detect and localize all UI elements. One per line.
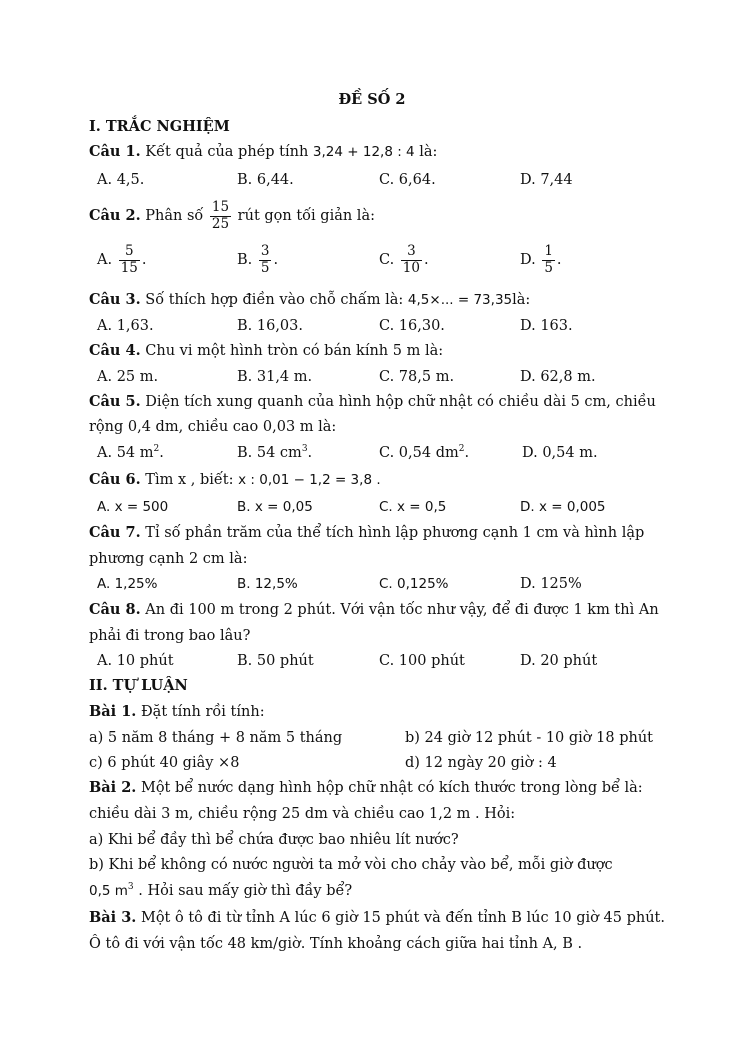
- fraction-numerator: 3: [260, 243, 270, 259]
- option-letter: B.: [237, 252, 253, 269]
- question-text: An đi 100 m trong 2 phút. Với vận tốc như vậy, để đi được 1 km thì An: [140, 602, 659, 618]
- question-text: Tìm x , biết:: [140, 472, 239, 488]
- question-label: Câu 7.: [89, 524, 141, 541]
- fraction-numerator: 15: [211, 199, 230, 215]
- option-text: A. 54 m: [97, 445, 154, 461]
- section-multiple-choice: I. TRẮC NGHIỆM: [89, 118, 230, 135]
- option-c: C. 100 phút: [379, 653, 465, 669]
- question-label: Câu 5.: [89, 393, 141, 410]
- question-2: [89, 200, 375, 232]
- math-expression: 4,5×... = 73,35: [407, 292, 513, 308]
- option-c: C. x = 0,5: [379, 499, 447, 515]
- question-text: Tỉ số phần trăm của thể tích hình lập phương cạnh 1 cm và hình lập: [140, 525, 645, 541]
- fraction-denominator: 15: [120, 259, 138, 276]
- question-text: là:: [414, 144, 438, 160]
- question-4: [89, 338, 443, 364]
- option-d: D. 7,44: [520, 172, 573, 188]
- question-5: [89, 389, 656, 415]
- math-expression: 0,5 m: [89, 883, 128, 899]
- option-b: B. 12,5%: [237, 576, 298, 592]
- fraction: [401, 244, 422, 276]
- question-8: [89, 597, 659, 623]
- option-d: D. 20 phút: [520, 653, 598, 669]
- question-8-continued: phải đi trong bao lâu?: [89, 628, 251, 644]
- question-3: [89, 287, 530, 313]
- option-d: D. $\frac{1}{5}$ .: [520, 243, 562, 276]
- option-b: B. x = 0,05: [237, 499, 313, 515]
- option-b: B. 16,03.: [237, 318, 303, 334]
- question-label: Câu 6.: [89, 471, 141, 488]
- question-text: là:: [512, 292, 531, 308]
- exercise-2: [89, 775, 643, 801]
- option-letter: A.: [97, 252, 113, 269]
- superscript: 3: [301, 444, 308, 455]
- question-7-continued: phương cạnh 2 cm là:: [89, 551, 248, 567]
- question-label: Câu 2.: [89, 207, 141, 225]
- superscript: 2: [153, 444, 160, 455]
- question-label: Câu 1.: [89, 143, 141, 160]
- fraction: [259, 244, 272, 276]
- exercise-label: Bài 1.: [89, 703, 137, 720]
- question-1: [89, 139, 437, 165]
- exercise-1-part-c: c) 6 phút 40 giây ×8: [89, 755, 240, 771]
- exercise-3-line-2: Ô tô đi với vận tốc 48 km/giờ. Tính khoảng cách giữa hai tỉnh A, B .: [89, 936, 583, 952]
- option-letter: D.: [520, 252, 536, 269]
- option-a: A. 1,63.: [97, 318, 154, 334]
- option-a: A. x = 500: [97, 499, 169, 515]
- option-b: B. $\frac{3}{5}$ .: [237, 243, 279, 276]
- option-c: C. $\frac{3}{10}$ .: [379, 243, 429, 276]
- question-text: rút gọn tối giản là:: [233, 208, 375, 225]
- exercise-text: Đặt tính rồi tính:: [136, 704, 265, 720]
- question-5-continued: rộng 0,4 dm, chiều cao 0,03 m là:: [89, 419, 337, 435]
- exam-title: ĐỀ SỐ 2: [338, 91, 406, 108]
- option-c: C. 6,64.: [379, 172, 436, 188]
- option-b: B. 50 phút: [237, 653, 314, 669]
- option-c: [379, 440, 469, 466]
- math-expression: x : 0,01 − 1,2 = 3,8 .: [238, 472, 381, 488]
- fraction: [210, 200, 231, 232]
- exercise-2-part-b-continued: [89, 878, 352, 904]
- option-a: A. 10 phút: [97, 653, 174, 669]
- option-b: [237, 440, 312, 466]
- superscript: 3: [127, 882, 134, 893]
- exercise-text: Một bể nước dạng hình hộp chữ nhật có kích thước trong lòng bể là:: [136, 780, 643, 796]
- option-text: .: [464, 445, 470, 461]
- question-text: Chu vi một hình tròn có bán kính 5 m là:: [140, 343, 444, 359]
- exercise-2-part-b: b) Khi bể không có nước người ta mở vòi cho chảy vào bể, mỗi giờ được: [89, 857, 613, 873]
- option-text: B. 54 cm: [237, 445, 302, 461]
- exercise-1-part-a: a) 5 năm 8 tháng + 8 năm 5 tháng: [89, 730, 343, 746]
- option-text: D. 0,54 m.: [522, 445, 598, 461]
- option-c: C. 78,5 m.: [379, 369, 455, 385]
- question-6: [89, 467, 381, 493]
- fraction: [542, 244, 555, 276]
- option-d: D. x = 0,005: [520, 499, 606, 515]
- option-a: A. 25 m.: [97, 369, 159, 385]
- question-label: Câu 4.: [89, 342, 141, 359]
- fraction-denominator: 10: [402, 259, 420, 276]
- option-a: [97, 440, 164, 466]
- superscript: 2: [458, 444, 465, 455]
- question-text: Kết quả của phép tính: [140, 144, 313, 160]
- fraction-numerator: 3: [401, 244, 422, 261]
- option-a: A. $\frac{5}{15}$ .: [97, 243, 147, 276]
- question-text: Số thích hợp điền vào chỗ chấm là:: [140, 292, 408, 308]
- option-text: C. 0,54 dm: [379, 445, 459, 461]
- exercise-text: Một ô tô đi từ tỉnh A lúc 6 giờ 15 phút và đến tỉnh B lúc 10 giờ 45 phút.: [136, 910, 665, 926]
- option-a: A. 1,25%: [97, 576, 158, 592]
- option-text: .: [307, 445, 313, 461]
- exercise-text: . Hỏi sau mấy giờ thì đầy bể?: [133, 883, 353, 899]
- exercise-3: [89, 905, 665, 931]
- fraction-numerator: 5: [119, 244, 140, 261]
- math-expression: 3,24 + 12,8 : 4: [312, 144, 415, 160]
- exercise-1-part-b: b) 24 giờ 12 phút - 10 giờ 18 phút: [405, 730, 653, 746]
- fraction-denominator: 5: [544, 259, 553, 276]
- question-7: [89, 520, 644, 546]
- option-d: D. 62,8 m.: [520, 369, 596, 385]
- option-c: C. 0,125%: [379, 576, 449, 592]
- option-d: [522, 440, 598, 466]
- option-a: A. 4,5.: [97, 172, 145, 188]
- question-text: Phân số: [140, 208, 208, 225]
- option-d: D. 125%: [520, 576, 582, 592]
- exercise-label: Bài 2.: [89, 779, 137, 796]
- exercise-label: Bài 3.: [89, 909, 137, 926]
- option-c: C. 16,30.: [379, 318, 445, 334]
- option-b: B. 31,4 m.: [237, 369, 313, 385]
- fraction-denominator: 25: [211, 215, 230, 232]
- fraction: [119, 244, 140, 276]
- fraction-denominator: 5: [260, 259, 270, 276]
- question-label: Câu 3.: [89, 291, 141, 308]
- fraction-numerator: 1: [544, 243, 553, 259]
- question-text: Diện tích xung quanh của hình hộp chữ nhật có chiều dài 5 cm, chiều: [140, 394, 656, 410]
- option-text: .: [159, 445, 164, 461]
- option-letter: C.: [379, 252, 395, 269]
- exercise-2-line-2: chiều dài 3 m, chiều rộng 25 dm và chiều cao 1,2 m . Hỏi:: [89, 806, 516, 822]
- option-d: D. 163.: [520, 318, 573, 334]
- section-essay: II. TỰ LUẬN: [89, 677, 188, 694]
- exercise-2-part-a: a) Khi bể đầy thì bể chứa được bao nhiêu lít nước?: [89, 832, 459, 848]
- exercise-1: [89, 699, 265, 725]
- exercise-1-part-d: d) 12 ngày 20 giờ : 4: [405, 755, 557, 771]
- question-label: Câu 8.: [89, 601, 141, 618]
- option-b: B. 6,44.: [237, 172, 294, 188]
